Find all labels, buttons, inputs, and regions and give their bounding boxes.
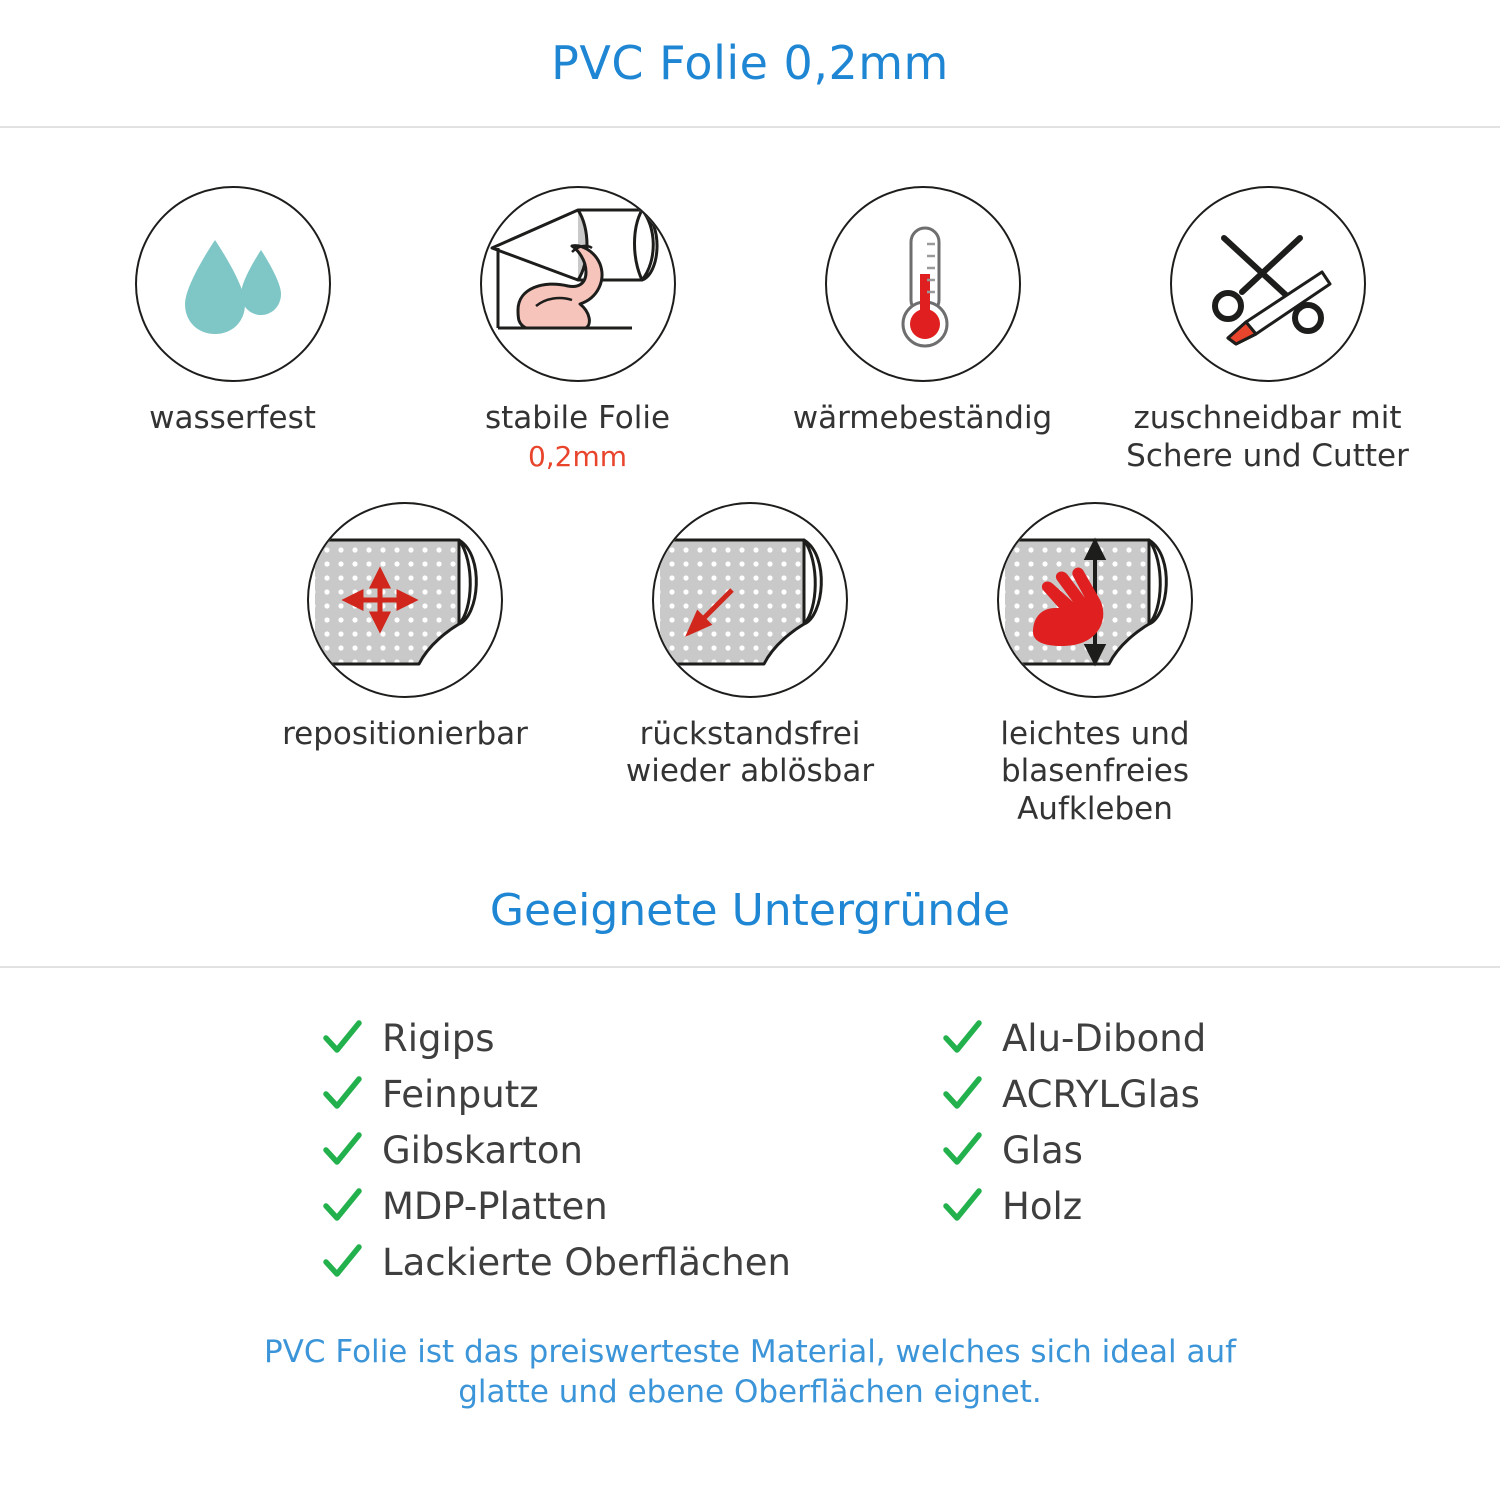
feature-stabile-folie — [405, 186, 750, 476]
surfaces-column-right — [810, 1016, 1310, 1296]
check-icon — [940, 1128, 984, 1172]
feature-caption — [1103, 400, 1433, 476]
footer-note-line-1: PVC Folie ist das preiswerteste Material, welches sich ideal auf — [263, 1334, 1237, 1371]
feature-label: zuschneidbar mit Schere und Cutter — [1126, 400, 1409, 474]
list-item — [320, 1016, 810, 1060]
surface-label: Alu-Dibond — [1002, 1016, 1207, 1060]
feature-caption — [585, 716, 915, 792]
surface-label: Lackierte Oberflächen — [382, 1240, 791, 1284]
reposition-arrows-icon — [307, 502, 503, 698]
feature-wasserfest — [60, 186, 405, 476]
section-heading-untergruende: Geeignete Untergründe — [0, 885, 1500, 968]
list-item — [940, 1016, 1310, 1060]
surfaces-column-left — [190, 1016, 810, 1296]
feature-caption — [485, 400, 670, 474]
list-item — [940, 1072, 1310, 1116]
check-icon — [320, 1128, 364, 1172]
feature-repositionierbar — [233, 502, 578, 829]
feature-label: wasserfest — [149, 400, 316, 436]
list-item — [320, 1128, 810, 1172]
feature-row-1 — [40, 186, 1460, 476]
surface-label: Gibskarton — [382, 1128, 583, 1172]
feature-blasenfreies-aufkleben — [923, 502, 1268, 829]
footer-note — [0, 1332, 1500, 1413]
feature-caption — [149, 400, 316, 438]
surface-label: Feinputz — [382, 1072, 539, 1116]
check-icon — [940, 1016, 984, 1060]
surface-label: Rigips — [382, 1016, 495, 1060]
feature-caption — [282, 716, 528, 754]
check-icon — [320, 1240, 364, 1284]
check-icon — [940, 1184, 984, 1228]
check-icon — [940, 1072, 984, 1116]
hand-smoothing-icon — [997, 502, 1193, 698]
strong-arm-film-icon — [480, 186, 676, 382]
feature-label: rückstandsfrei wieder ablösbar — [625, 715, 875, 790]
feature-caption — [930, 716, 1260, 829]
surface-label: MDP-Platten — [382, 1184, 608, 1228]
feature-label: stabile Folie — [484, 400, 671, 436]
list-item — [320, 1072, 810, 1116]
check-icon — [320, 1016, 364, 1060]
list-item — [320, 1240, 810, 1284]
water-drops-icon — [135, 186, 331, 382]
feature-label: wärmebeständig — [792, 400, 1053, 436]
feature-row-2 — [40, 502, 1460, 829]
list-item — [940, 1184, 1310, 1228]
page-title: PVC Folie 0,2mm — [551, 36, 949, 90]
list-item — [940, 1128, 1310, 1172]
feature-grid — [0, 128, 1500, 829]
feature-label: leichtes und blasenfreies Aufkleben — [1000, 715, 1190, 828]
thermometer-icon — [825, 186, 1021, 382]
surface-label: Holz — [1002, 1184, 1083, 1228]
surface-label: ACRYLGlas — [1002, 1072, 1200, 1116]
list-item — [320, 1184, 810, 1228]
check-icon — [320, 1184, 364, 1228]
surface-label: Glas — [1002, 1128, 1083, 1172]
scissors-cutter-icon — [1170, 186, 1366, 382]
feature-sublabel: 0,2mm — [527, 439, 628, 473]
footer-note-line-2: glatte und ebene Oberflächen eignet. — [458, 1374, 1042, 1411]
suitable-surfaces-list — [0, 968, 1500, 1296]
feature-label: repositionierbar — [282, 715, 528, 752]
feature-rueckstandsfrei — [578, 502, 923, 829]
feature-zuschneidbar — [1095, 186, 1440, 476]
check-icon — [320, 1072, 364, 1116]
peel-off-arrow-icon — [652, 502, 848, 698]
feature-caption — [793, 400, 1053, 438]
feature-waermebestaendig — [750, 186, 1095, 476]
page-header — [0, 0, 1500, 128]
